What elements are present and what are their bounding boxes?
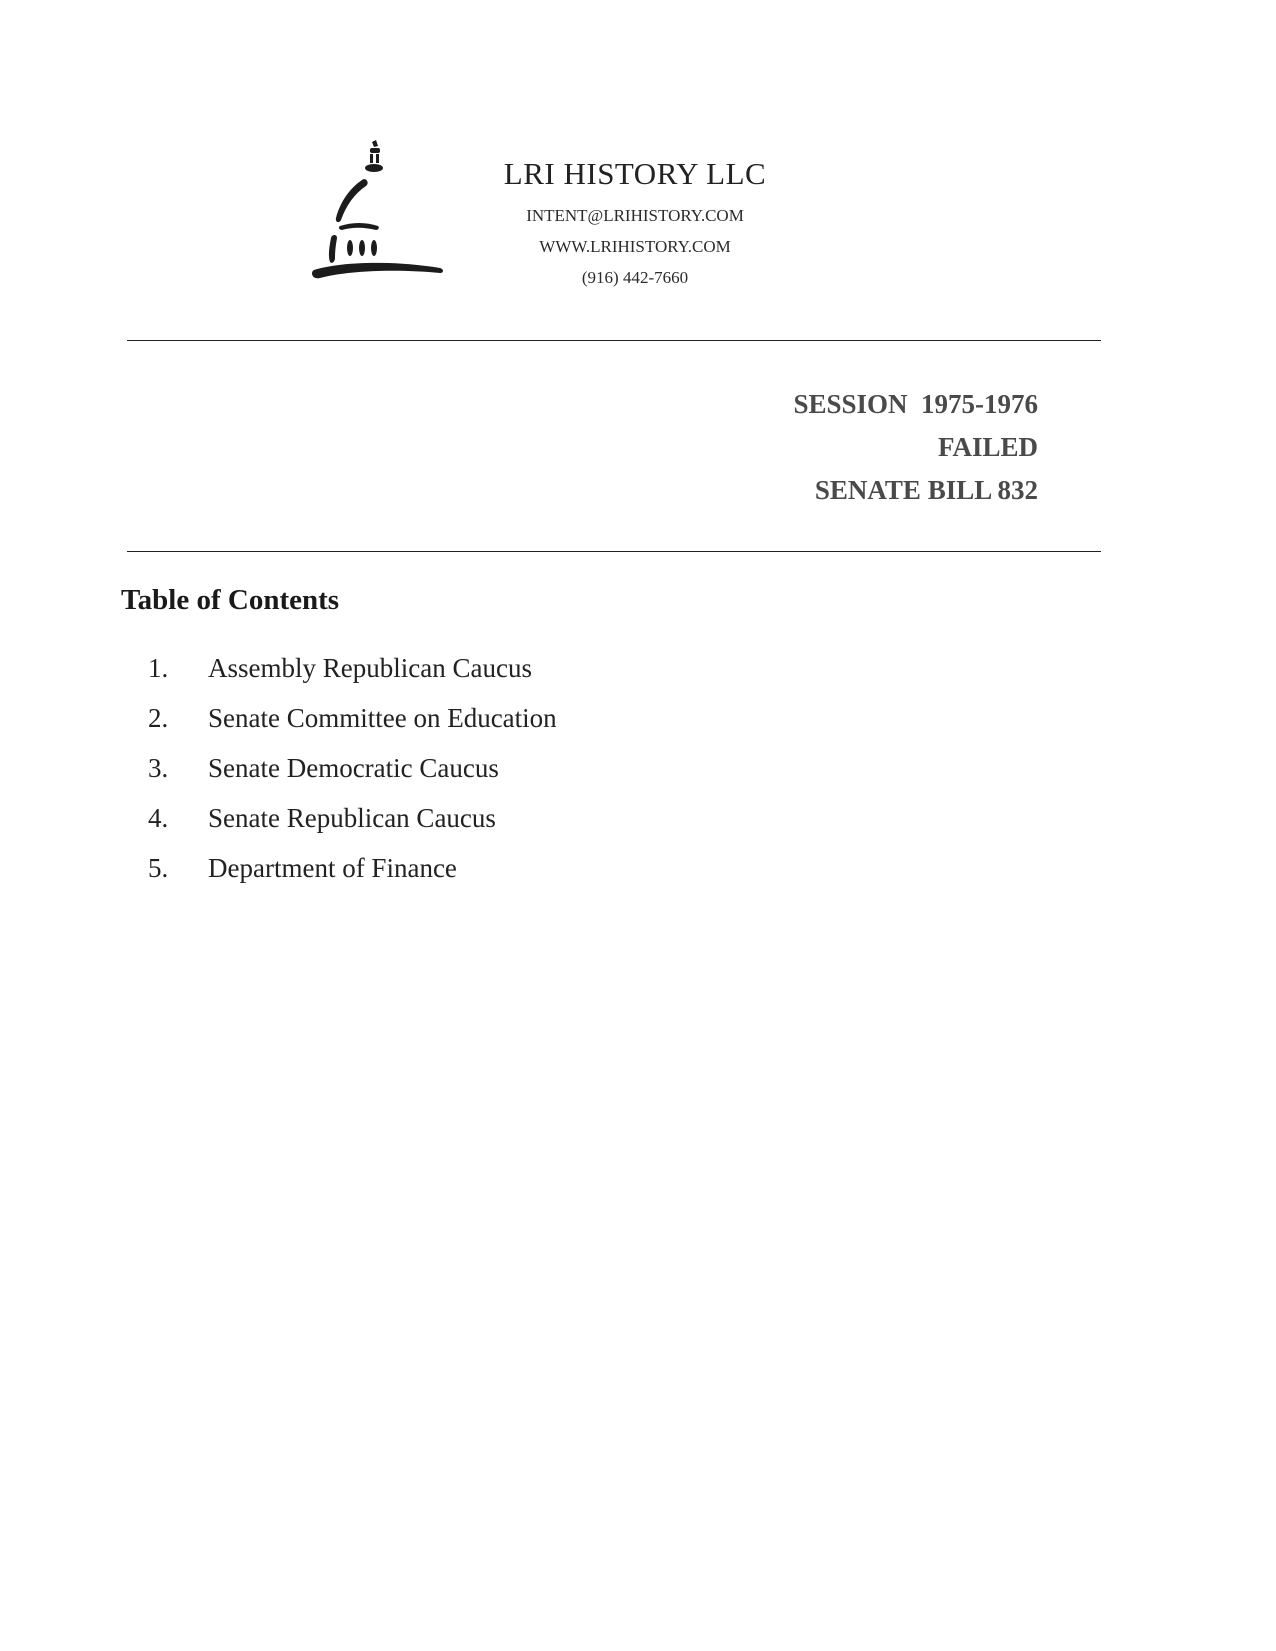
toc-item-label: Senate Democratic Caucus [208,753,499,783]
toc-heading: Table of Contents [121,584,340,616]
toc-item-label: Senate Committee on Education [208,703,557,733]
toc-item[interactable] [148,650,557,700]
capitol-dome-icon [310,138,452,296]
letterhead [0,0,1276,330]
company-phone: (916) 442-7660 [581,268,689,287]
toc-item-number: 1. [148,653,169,683]
toc-item-number: 3. [148,753,169,783]
company-website[interactable]: WWW.LRIHISTORY.COM [539,237,731,256]
toc-list [148,650,557,900]
bill-info [793,383,1038,512]
toc-item[interactable] [148,850,557,900]
bill-status: FAILED [937,432,1038,462]
toc-item-number: 2. [148,703,169,733]
company-info [440,158,830,289]
toc-item-number: 4. [148,803,169,833]
company-name: LRI HISTORY LLC [503,156,767,191]
toc-item[interactable] [148,700,557,750]
session-label: SESSION 1975-1976 [793,389,1038,419]
toc-item-label: Senate Republican Caucus [208,803,496,833]
toc-item-number: 5. [148,853,169,883]
toc-item[interactable] [148,750,557,800]
toc-item[interactable] [148,800,557,850]
bill-number: SENATE BILL 832 [814,475,1038,505]
top-divider [127,340,1101,341]
bottom-divider [127,551,1101,552]
toc-item-label: Assembly Republican Caucus [208,653,532,683]
company-email[interactable]: INTENT@LRIHISTORY.COM [526,206,744,225]
toc-item-label: Department of Finance [208,853,457,883]
